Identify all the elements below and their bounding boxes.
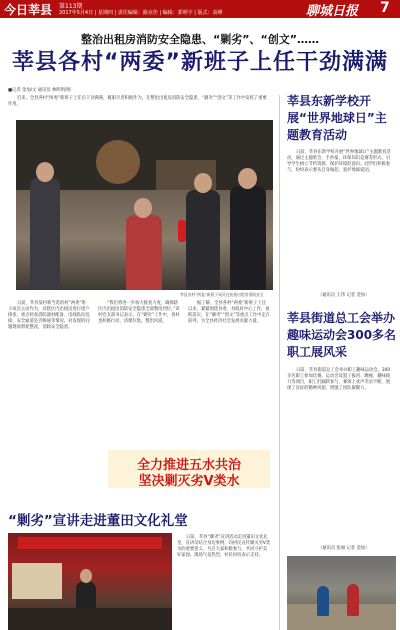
- lead-column-1: 日前，莘县某村新当选的村“两委”班子成员主动作为，对辖区内出租房进行逐户排查，重点检查消防器材配备、电线私拉乱接、安全通道是否畅通等情况，对发现的问题现场督促整改，消除安全隐患。: [8, 301, 90, 331]
- slogan-banner: [108, 450, 270, 488]
- sidebar-story1-body: 日前，莘县东新学校开展“世界地球日”主题教育活动，通过主题班会、手抄报、环保知识竞赛等形式，引导学生树立节约资源、保护环境的意识。同学们积极参与，纷纷表示要从自身做起，爱护地球家园。: [287, 150, 391, 174]
- lead-photo: [16, 120, 273, 290]
- lead-byline: ■记者 金加/文 通讯员 林明明/图: [8, 88, 71, 93]
- athlete-2: [347, 584, 359, 616]
- lead-photo-caption: 莘县各村“两委”新班子成员在检查出租房消防安全: [180, 292, 264, 297]
- person-1: [30, 178, 60, 290]
- page-number: 7: [380, 0, 390, 16]
- sidebar-story2-body: 日前，莘县街道总工会举办职工趣味运动会，300多名职工参加比赛。运动会设置了拔河、跳绳、趣味接力等项目，职工们踊跃参与，赛场上欢声笑语不断，展现了良好的精神风貌，增强了团队凝聚力。: [287, 368, 391, 392]
- sidebar-story1-headline: 莘县东新学校开展“世界地球日”主题教育活动: [287, 94, 387, 142]
- column-divider: [279, 95, 280, 630]
- person-4-head: [238, 168, 257, 189]
- sidebar-story1-signature: （通讯员 王伟 记者 金加）: [318, 293, 370, 298]
- wall-plate: [96, 140, 140, 184]
- edition-meta: 2017年5月4日 | 星期四 | 责任编辑：路京佳 | 编辑：郭明宇 | 版式：高峰: [59, 10, 223, 16]
- person-3-head: [194, 173, 212, 193]
- sidebar-photo: [287, 556, 396, 630]
- newspaper-logo: 聊城日报: [306, 4, 359, 19]
- story2-photo: [8, 533, 172, 630]
- story2-headline: “剿劣”宣讲走进董田文化礼堂: [8, 513, 188, 529]
- slogan-line-1: 全力推进五水共治: [136, 458, 241, 473]
- athlete-1: [317, 586, 329, 616]
- person-2-head: [134, 198, 152, 218]
- lead-column-3: 据了解，全县各村“两委”新班子上任以来，紧紧围绕县委、县政府中心工作，狠抓落实，在“剿劣”“创文”等重点工作中走在前列，为全县经济社会发展贡献力量。: [188, 301, 270, 325]
- backdrop-board: [12, 563, 62, 599]
- sports-field: [287, 604, 396, 630]
- page-header: [0, 0, 400, 18]
- issue-tag: 第113期: [59, 3, 83, 10]
- person-1-head: [36, 162, 54, 182]
- lead-kicker: 整治出租房消防安全隐患、“剿劣”、“创文”……: [81, 33, 319, 46]
- section-title: 今日莘县: [4, 3, 53, 17]
- person-4: [230, 186, 266, 290]
- lead-intro: 近来，全县各村“两委”新班子上任后干劲满满，履职尽责积极作为，在整治出租房消防安全隐患、“剿劣”“创文”等工作中发挥了重要作用。: [8, 96, 267, 108]
- fire-extinguisher: [178, 220, 186, 242]
- person-2: [126, 215, 162, 290]
- story2-body: 日前，莘县“剿劣”宣讲活动走进董田文化礼堂，宣讲员结合身边事例，向村民宣传剿灭劣Ⅴ类水的重要意义，号召大家积极参与，共同守护美好家园。现场气氛热烈，村民纷纷表示支持。: [177, 535, 271, 559]
- slogan-line-2: 坚决剿灭劣Ⅴ类水: [138, 474, 240, 489]
- lead-column-2: “我们将进一步加大排查力度，确保辖区内出租房消防安全隐患全部整改到位。”该村党支部书记表示。在“剿劣”工作中，各村也积极行动，清理垃圾、整治河道。: [98, 301, 180, 325]
- person-3: [186, 190, 220, 290]
- lead-headline: 莘县各村“两委”新班子上任干劲满满: [12, 50, 388, 75]
- speaker-head: [80, 569, 92, 583]
- audience: [8, 608, 172, 630]
- sidebar-story2-signature: （通讯员 张丽 记者 金加）: [318, 546, 370, 551]
- red-banner: [18, 537, 162, 549]
- sidebar-story2-headline: 莘县街道总工会举办趣味运动会300多名职工展风采: [287, 311, 397, 359]
